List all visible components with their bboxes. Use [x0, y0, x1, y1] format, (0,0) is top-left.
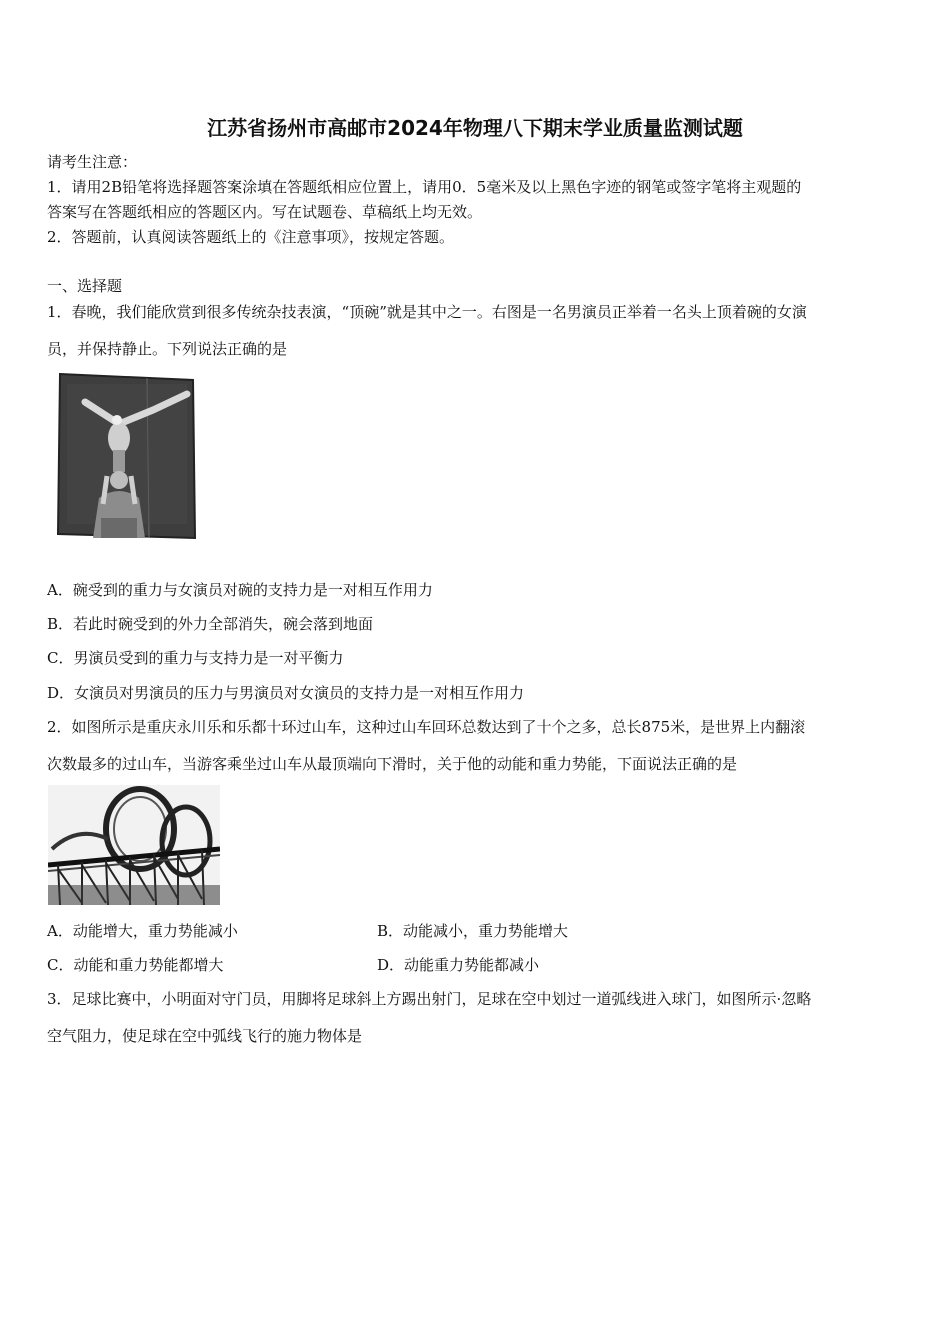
notice-line-1-cont: 答案写在答题纸相应的答题区内。写在试题卷、草稿纸上均无效。	[47, 203, 483, 221]
q2-stem-line-1: 2．如图所示是重庆永川乐和乐都十环过山车，这种过山车回环总数达到了十个之多，总长875米，是世界上内翻滚	[47, 718, 806, 736]
q2-option-a[interactable]: A．动能增大，重力势能减小	[47, 922, 238, 940]
q2-option-b[interactable]: B．动能减小，重力势能增大	[377, 922, 569, 940]
q1-stem-line-2: 员，并保持静止。下列说法正确的是	[47, 340, 288, 358]
q1-option-d[interactable]: D．女演员对男演员的压力与男演员对女演员的支持力是一对相互作用力	[47, 684, 525, 702]
q1-option-a[interactable]: A．碗受到的重力与女演员对碗的支持力是一对相互作用力	[47, 581, 433, 599]
roller-coaster-photo-icon	[48, 785, 220, 905]
notice-heading: 请考生注意：	[47, 153, 138, 171]
page-title: 江苏省扬州市高邮市2024年物理八下期末学业质量监测试题	[207, 116, 743, 140]
q1-stem-line-1: 1．春晚，我们能欣赏到很多传统杂技表演，“顶碗”就是其中之一。右图是一名男演员正举着一名头上顶着碗的女演	[47, 303, 807, 321]
q3-stem-line-1: 3．足球比赛中，小明面对守门员，用脚将足球斜上方踢出射门，足球在空中划过一道弧线进入球门，如图所示·忽略	[47, 990, 812, 1008]
notice-line-1: 1．请用2B铅笔将选择题答案涂填在答题纸相应位置上，请用0．5毫米及以上黑色字迹的钢笔或签字笔将主观题的	[47, 178, 802, 196]
q1-option-b[interactable]: B．若此时碗受到的外力全部消失，碗会落到地面	[47, 615, 374, 633]
notice-line-2: 2．答题前，认真阅读答题纸上的《注意事项》，按规定答题。	[47, 228, 455, 246]
section-heading: 一、选择题	[47, 277, 123, 295]
q2-stem-line-2: 次数最多的过山车，当游客乘坐过山车从最顶端向下滑时，关于他的动能和重力势能，下面说法正确的是	[47, 755, 738, 773]
q2-option-c[interactable]: C．动能和重力势能都增大	[47, 956, 224, 974]
acrobatics-photo-icon	[57, 372, 197, 540]
q1-option-c[interactable]: C．男演员受到的重力与支持力是一对平衡力	[47, 649, 344, 667]
q3-stem-line-2: 空气阻力，使足球在空中弧线飞行的施力物体是	[47, 1027, 363, 1045]
q2-option-d[interactable]: D．动能重力势能都减小	[377, 956, 540, 974]
